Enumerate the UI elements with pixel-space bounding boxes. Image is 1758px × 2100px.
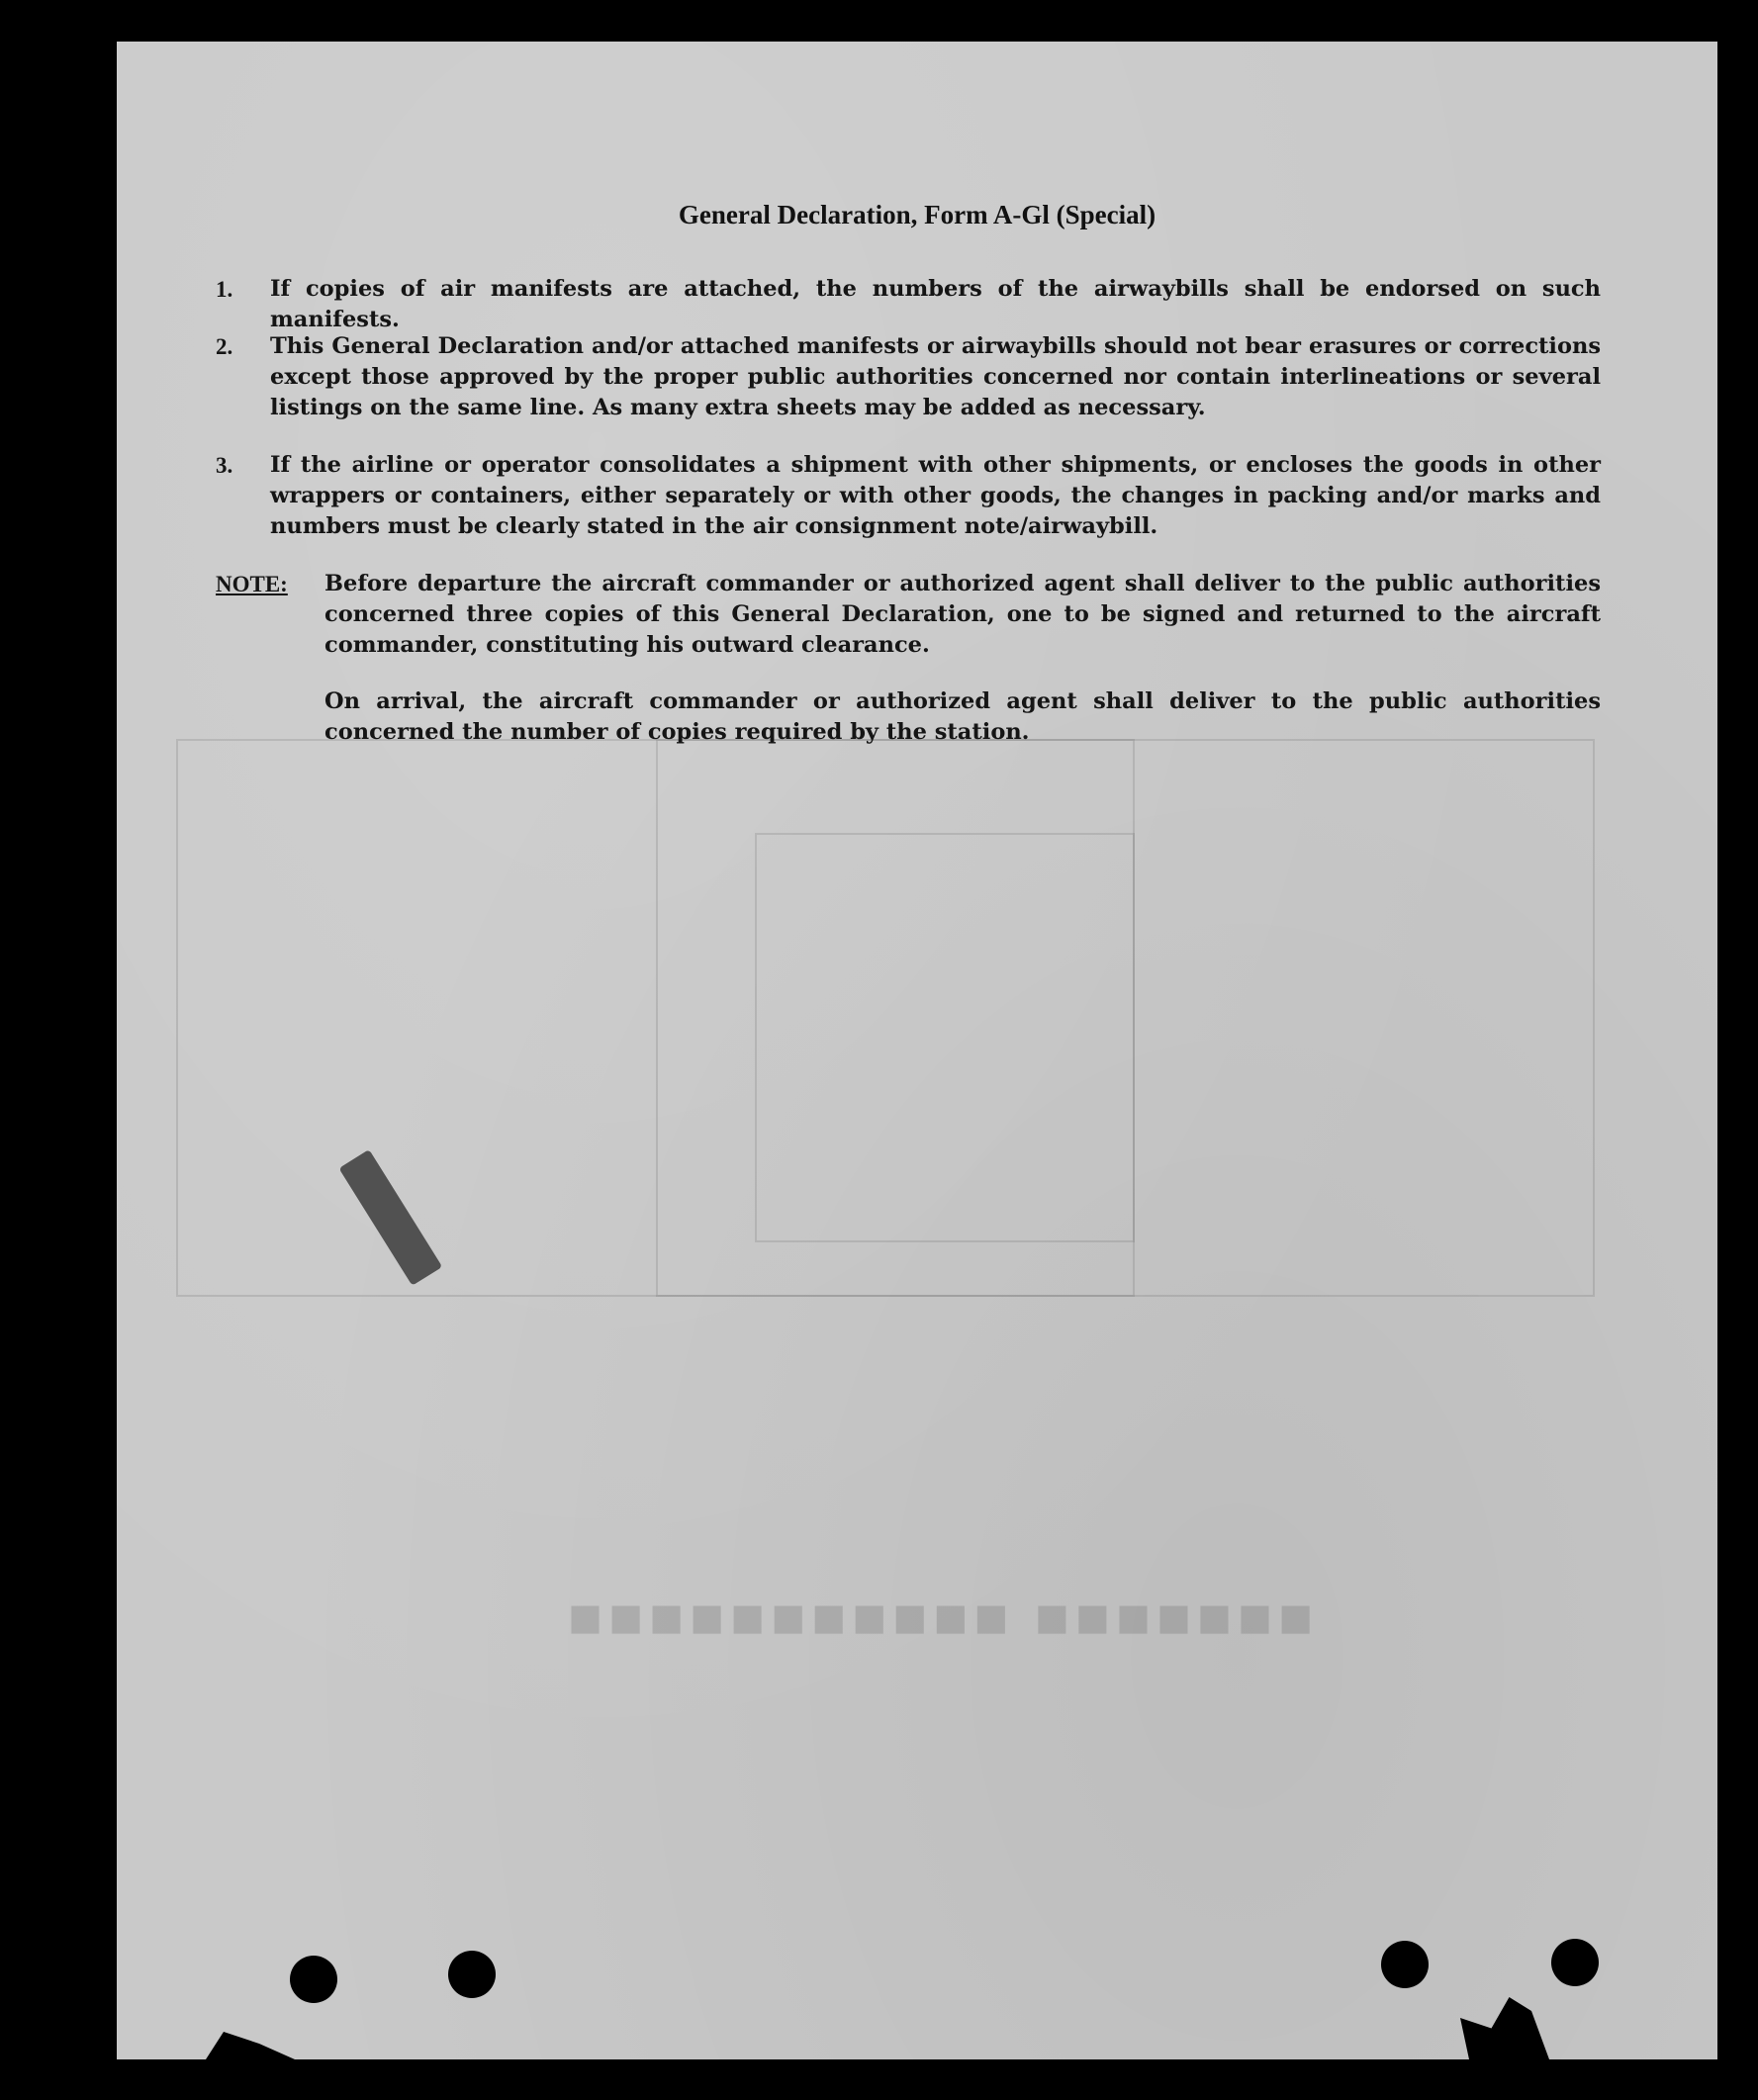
torn-edge: [1460, 1990, 1549, 2059]
list-item: [216, 331, 1601, 423]
item-number: 2.: [216, 334, 233, 359]
bleed-through-table-inner: [755, 833, 1135, 1242]
item-text: This General Declaration and/or attached manifests or airwaybills should not bear erasures or corrections except those approved by the proper public authorities concerned nor contain interlineations or several listings on the same line. As many extra sheets may be added as necessary.: [270, 333, 1601, 420]
note-label: NOTE:: [216, 572, 288, 596]
torn-edge: [206, 2020, 295, 2059]
item-number: 3.: [216, 453, 233, 478]
punch-hole: [1551, 1939, 1599, 1986]
item-number: 1.: [216, 277, 233, 302]
item-text: If copies of air manifests are attached, the numbers of the airwaybills shall be endorsed on such manifests.: [270, 276, 1601, 332]
page-title: General Declaration, Form A-Gl (Special): [678, 200, 1157, 229]
bleed-through-heading: ■■■■■■■ ■■■■■■■■■■■: [562, 1586, 1314, 1650]
note-paragraph-departure: Before departure the aircraft commander or authorized agent shall deliver to the public authorities concerned three copies of this General Declaration, one to be signed and returned to the aircraft commander, constituting his outward clearance.: [324, 571, 1601, 658]
punch-hole: [448, 1951, 496, 1998]
note-paragraph-arrival: On arrival, the aircraft commander or authorized agent shall deliver to the public authorities concerned the number of copies required by the station.: [324, 688, 1601, 745]
item-text: If the airline or operator consolidates a shipment with other shipments, or encloses the goods in other wrappers or containers, either separately or with other goods, the changes in packing and/or marks and numbers must be clearly stated in the air consignment note/airwaybill.: [270, 452, 1601, 539]
punch-hole: [290, 1956, 337, 2003]
list-item: [216, 274, 1601, 335]
paper-sheet: [117, 42, 1717, 2059]
punch-hole: [1381, 1941, 1429, 1988]
note-section: [216, 569, 1601, 748]
list-item: [216, 450, 1601, 542]
